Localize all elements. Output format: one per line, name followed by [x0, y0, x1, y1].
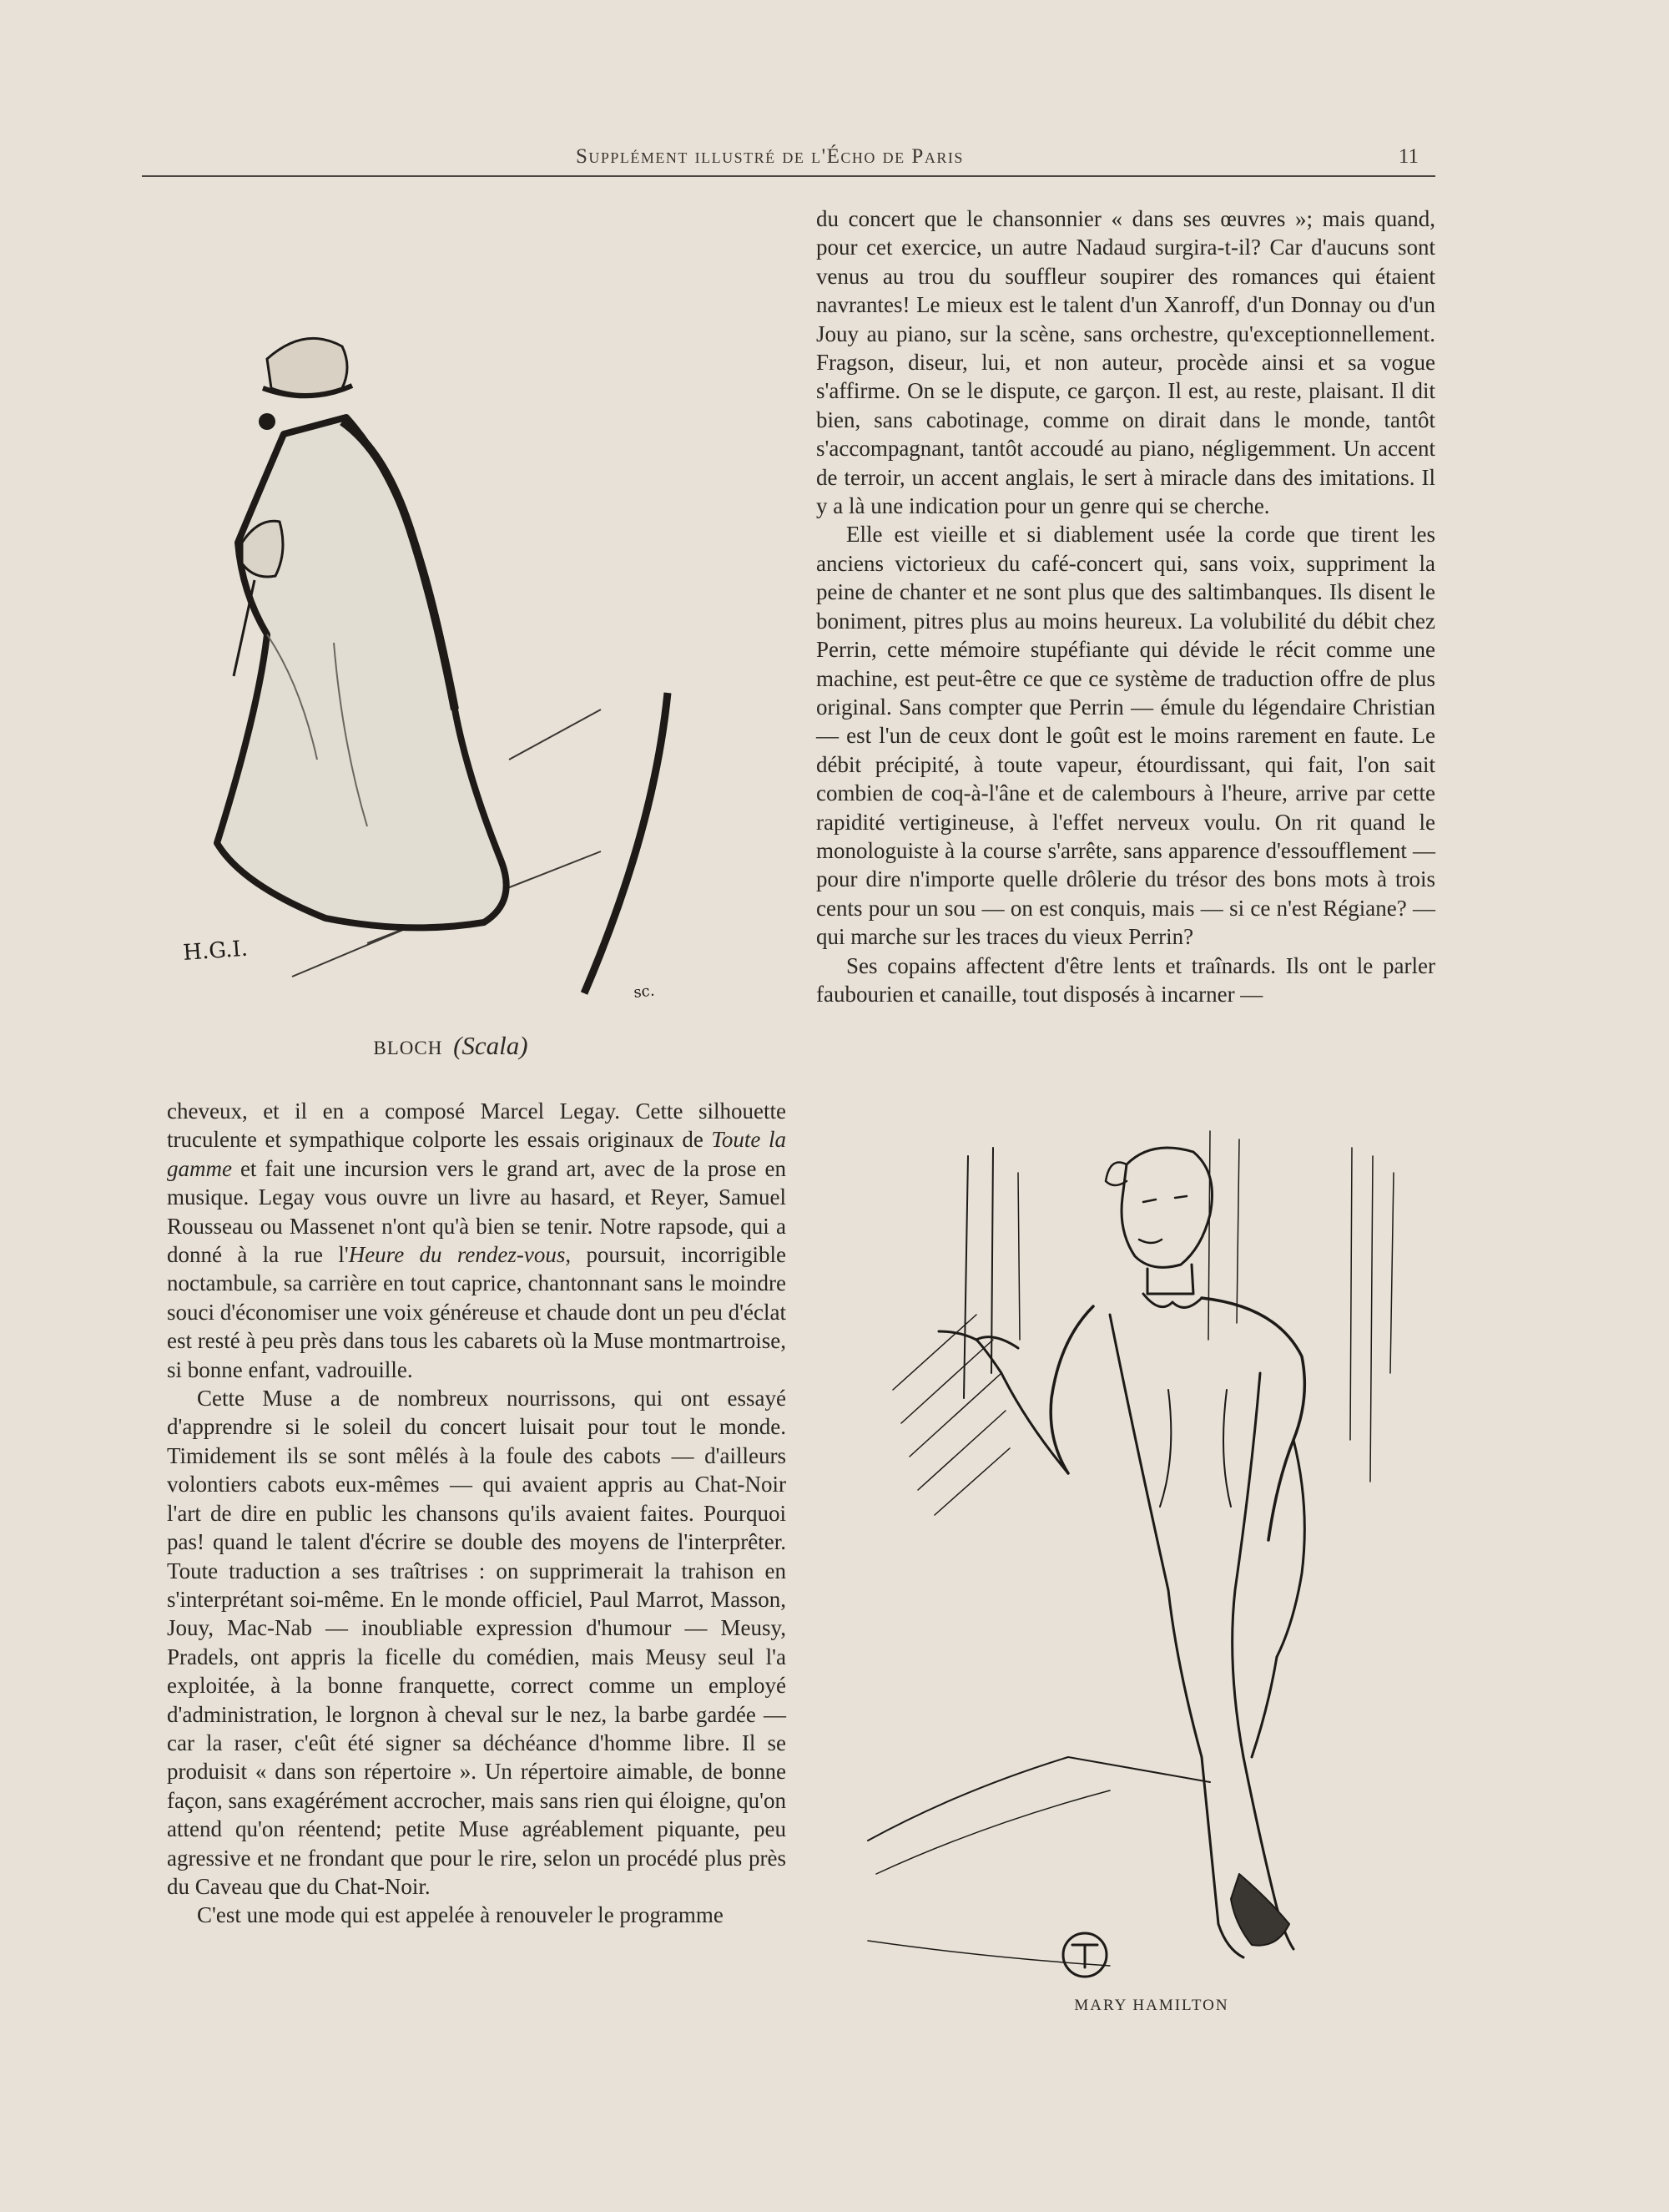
running-header: [142, 144, 1435, 177]
left-p1-text-c: , poursuit, incorrigible noctambule, sa carrière en tout caprice, chantonnant sans le moindre souci d'économiser une voix généreuse et chaude dont un peu d'éclat est resté à peu près dans tous les cabarets où la Muse montmartroise, si bonne enfant, vadrouille.: [167, 1242, 787, 1382]
illustration-mary-hamilton: [860, 1123, 1435, 1991]
header-rule: [142, 175, 1435, 177]
header-title: Supplément illustré de l'Écho de Paris: [576, 145, 964, 168]
right-paragraph-3: Ses copains affectent d'être lents et traînards. Ils ont le parler faubourien et canaille, tout disposés à incarner —: [816, 952, 1435, 1007]
left-paragraph-1: [167, 1097, 786, 1384]
bloch-drawing: [134, 242, 768, 1018]
left-paragraph-2: Cette Muse a de nombreux nourrissons, qui ont essayé d'apprendre si le soleil du concert luisait pour tout le monde. Timidement ils se sont mêlés à la foule des cabots — d'ailleurs volontiers cabots eux-mêmes — qui avaient appris au Chat-Noir l'art de dire en public les chansons qu'ils avaient faites. Pourquoi pas! quand le talent d'écrire se double des moyens de l'interprêter. Toute traduction a ses traîtrises : on supprimerait la trahison en s'interprétant soi-même. En le monde officiel, Paul Marrot, Masson, Jouy, Mac-Nab — inoubliable expression d'humour — Meusy, Pradels, ont appris la ficelle du comédien, mais Meusy seul l'a exploitée, à la bonne franquette, correct comme un employé d'administration, le lorgnon à cheval sur le nez, la barbe gardée — car la raser, c'eût été signer sa déchéance d'homme libre. Il se produisit « dans son répertoire ». Un répertoire aimable, de bonne façon, sans exagérément accrocher, mais sans rien qui éloigne, qu'on attend qu'on réentend; petite Muse agréablement piquante, peu agressive et ne frondant que pour le rire, selon un procédé plus près du Caveau que du Chat-Noir.: [167, 1386, 786, 1899]
left-p1-text-b: et fait une incursion vers le grand art, avec de la prose en musique. Legay vous ouvre un livre au hasard, et Reyer, Samuel Rousseau ou Massenet n'ont qu'à bien se tenir. Notre rapsode, qui a donné à la rue l': [167, 1155, 786, 1268]
hamilton-drawing: [860, 1123, 1435, 1991]
caption-bloch-name: BLOCH: [373, 1038, 443, 1058]
caption-mary-hamilton: MARY HAMILTON: [1074, 1997, 1229, 2014]
caption-bloch: [134, 1031, 768, 1061]
page-number: 11: [1398, 145, 1419, 168]
left-paragraph-3: C'est une mode qui est appelée à renouveler le programme: [197, 1902, 724, 1928]
work-title-toute-la-gamme: Toute la gamme: [167, 1127, 786, 1181]
illustration-bloch: [134, 242, 768, 1018]
work-title-heure-du-rendez-vous: Heure du rendez-vous: [348, 1242, 566, 1268]
svg-text:H.G.I.: H.G.I.: [182, 936, 249, 966]
left-text-column: [167, 1097, 786, 1930]
right-text-column: [816, 205, 1435, 1008]
left-p1-text-a: cheveux, et il en a composé Marcel Legay. Cette silhouette truculente et sympathique colporte les essais originaux de: [167, 1098, 786, 1153]
right-paragraph-2: Elle est vieille et si diablement usée la corde que tirent les anciens victorieux du café-concert qui, sans voix, suppriment la peine de chanter et ne sont plus que des saltimbanques. Ils disent le boniment, pitres plus au moins heureux. La volubilité du débit chez Perrin, cette mémoire stupéfiante qui dévide le récit comme une machine, est peut-être ce que ce système de traduction offre de plus original. Sans compter que Perrin — émule du légendaire Christian — est l'un de ceux dont le goût est le moins rarement en faute. Le débit précipité, à toute vapeur, étourdissant, qui fait, l'on sait combien de coq-à-l'âne et de calembours à l'heure, arrive par cette rapidité vertigineuse, à l'effet nerveux voulu. On rit quand le monologuiste à la course s'arrête, sans apparence d'essoufflement — pour dire n'importe quelle drôlerie du trésor des bons mots à trois cents pour un sou — on est conquis, mais — si ce n'est Régiane? — qui marche sur les traces du vieux Perrin?: [816, 522, 1435, 950]
svg-text:sc.: sc.: [633, 982, 656, 1002]
right-paragraph-1: du concert que le chansonnier « dans ses œuvres »; mais quand, pour cet exercice, un autre Nadaud surgira-t-il? Car d'aucuns sont venus au trou du souffleur soupirer des romances qui étaient navrantes! Le mieux est le talent d'un Xanroff, d'un Donnay ou d'un Jouy au piano, sur la scène, sans orchestre, qu'exceptionnellement. Fragson, diseur, lui, et non auteur, procède ainsi et sa vogue s'affirme. On se le dispute, ce garçon. Il est, au reste, plaisant. Il dit bien, sans cabotinage, comme on dirait dans le monde, tantôt s'accompagnant, tantôt accoudé au piano, négligemment. Un accent de terroir, un accent anglais, le sert à miracle dans des imitations. Il y a là une indication pour un genre qui se cherche.: [816, 206, 1435, 519]
caption-bloch-venue: (Scala): [453, 1031, 528, 1060]
